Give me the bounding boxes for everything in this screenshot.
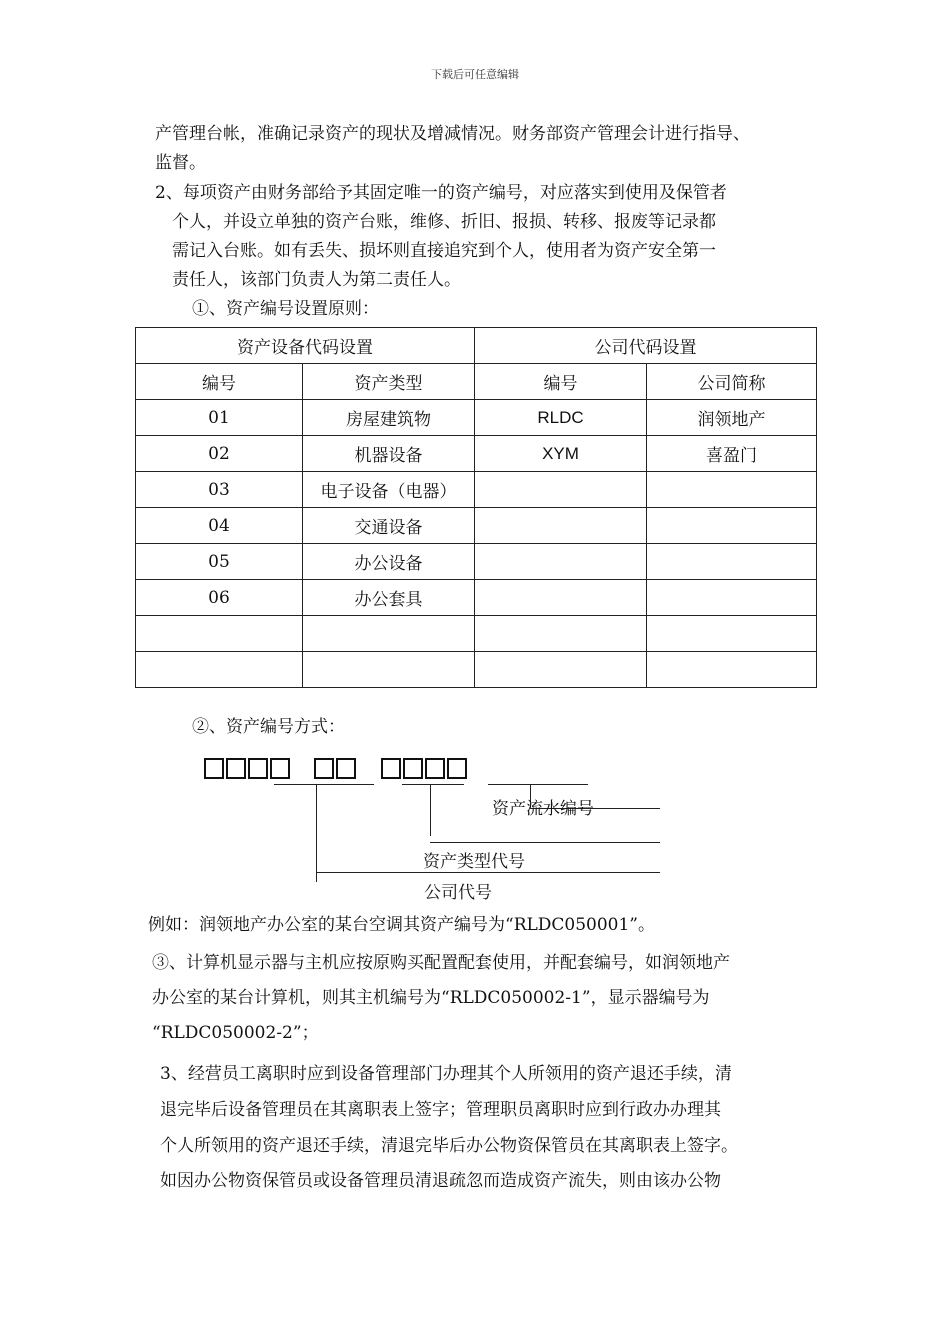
table-cell bbox=[475, 544, 647, 580]
table-cell: 01 bbox=[136, 400, 303, 436]
table-cell: RLDC bbox=[475, 400, 647, 436]
digit-box bbox=[336, 758, 356, 779]
table-cell bbox=[647, 652, 817, 688]
company-code-label: 公司代号 bbox=[424, 883, 492, 903]
asset-code-table bbox=[135, 327, 817, 688]
connector-line bbox=[430, 784, 431, 836]
digit-box bbox=[314, 758, 334, 779]
connector-line bbox=[274, 784, 374, 785]
digit-box bbox=[226, 758, 246, 779]
digit-box bbox=[381, 758, 401, 779]
column-header-company-number: 编号 bbox=[475, 364, 647, 400]
table-cell bbox=[475, 652, 647, 688]
item2-line-3: 需记入台账。如有丢失、损坏则直接追究到个人，使用者为资产安全第一 bbox=[172, 241, 716, 261]
digit-box bbox=[447, 758, 467, 779]
item3-line-2: 退完毕后设备管理员在其离职表上签字；管理职员离职时应到行政办办理其 bbox=[160, 1100, 721, 1120]
group-header-asset-code: 资产设备代码设置 bbox=[136, 328, 475, 364]
table-cell: 润领地产 bbox=[647, 400, 817, 436]
table-group-header-row bbox=[136, 328, 817, 364]
item3-line-4: 如因办公物资保管员或设备管理员清退疏忽而造成资产流失，则由该办公物 bbox=[160, 1171, 721, 1191]
table-row bbox=[136, 544, 817, 580]
connector-line bbox=[402, 784, 464, 785]
table-cell: 02 bbox=[136, 436, 303, 472]
table-row bbox=[136, 580, 817, 616]
table-cell: 办公设备 bbox=[303, 544, 475, 580]
column-header-asset-type: 资产类型 bbox=[303, 364, 475, 400]
table-cell bbox=[303, 616, 475, 652]
principle-heading: ①、资产编号设置原则： bbox=[192, 299, 379, 319]
digit-box bbox=[425, 758, 445, 779]
connector-line bbox=[488, 784, 588, 785]
table-cell: XYM bbox=[475, 436, 647, 472]
page-header: 下载后可任意编辑 bbox=[431, 68, 519, 81]
connector-line bbox=[316, 784, 317, 882]
item3a-line-2: 办公室的某台计算机，则其主机编号为“RLDC050002-1”，显示器编号为 bbox=[152, 988, 710, 1008]
example-line: 例如：润领地产办公室的某台空调其资产编号为“RLDC050001”。 bbox=[148, 915, 656, 935]
item3a-line-1: ③、计算机显示器与主机应按原购买配置配套使用，并配套编号，如润领地产 bbox=[152, 953, 730, 973]
table-cell bbox=[475, 472, 647, 508]
asset-type-code-label: 资产类型代号 bbox=[423, 852, 525, 872]
digit-box bbox=[403, 758, 423, 779]
table-cell: 喜盈门 bbox=[647, 436, 817, 472]
table-row bbox=[136, 508, 817, 544]
table-cell: 机器设备 bbox=[303, 436, 475, 472]
table-cell: 房屋建筑物 bbox=[303, 400, 475, 436]
table-cell bbox=[647, 544, 817, 580]
item2-line-2: 个人，并设立单独的资产台账，维修、折旧、报损、转移、报废等记录都 bbox=[172, 212, 716, 232]
item3a-line-3: “RLDC050002-2”； bbox=[152, 1023, 319, 1043]
table-cell bbox=[475, 580, 647, 616]
connector-line bbox=[430, 842, 660, 843]
item3-line-3: 个人所领用的资产退还手续，清退完毕后办公物资保管员在其离职表上签字。 bbox=[160, 1136, 738, 1156]
method-heading: ②、资产编号方式： bbox=[192, 717, 345, 737]
serial-number-label: 资产流水编号 bbox=[492, 799, 594, 819]
table-cell: 办公套具 bbox=[303, 580, 475, 616]
intro-line-1: 产管理台帐，准确记录资产的现状及增减情况。财务部资产管理会计进行指导、 bbox=[155, 124, 750, 144]
connector-line bbox=[316, 872, 660, 873]
group-header-company-code: 公司代码设置 bbox=[475, 328, 817, 364]
table-cell bbox=[647, 580, 817, 616]
item3-line-1: 3、经营员工离职时应到设备管理部门办理其个人所领用的资产退还手续，清 bbox=[160, 1064, 732, 1084]
column-header-company-abbr: 公司简称 bbox=[647, 364, 817, 400]
table-row bbox=[136, 616, 817, 652]
digit-box bbox=[248, 758, 268, 779]
table-cell bbox=[475, 616, 647, 652]
table-cell: 03 bbox=[136, 472, 303, 508]
table-row bbox=[136, 472, 817, 508]
table-cell bbox=[647, 472, 817, 508]
table-cell: 电子设备（电器） bbox=[303, 472, 475, 508]
table-row bbox=[136, 652, 817, 688]
table-column-header-row bbox=[136, 364, 817, 400]
table-cell bbox=[647, 508, 817, 544]
column-header-asset-number: 编号 bbox=[136, 364, 303, 400]
table-row bbox=[136, 400, 817, 436]
intro-line-2: 监督。 bbox=[155, 153, 206, 173]
table-cell: 04 bbox=[136, 508, 303, 544]
table-row bbox=[136, 436, 817, 472]
table-cell bbox=[475, 508, 647, 544]
digit-box bbox=[270, 758, 290, 779]
table-cell: 05 bbox=[136, 544, 303, 580]
item2-line-1: 2、每项资产由财务部给予其固定唯一的资产编号，对应落实到使用及保管者 bbox=[155, 183, 727, 203]
table-cell: 交通设备 bbox=[303, 508, 475, 544]
digit-box bbox=[204, 758, 224, 779]
table-cell bbox=[136, 616, 303, 652]
table-cell: 06 bbox=[136, 580, 303, 616]
table-cell bbox=[303, 652, 475, 688]
item2-line-4: 责任人，该部门负责人为第二责任人。 bbox=[172, 270, 461, 290]
table-cell bbox=[647, 616, 817, 652]
table-cell bbox=[136, 652, 303, 688]
